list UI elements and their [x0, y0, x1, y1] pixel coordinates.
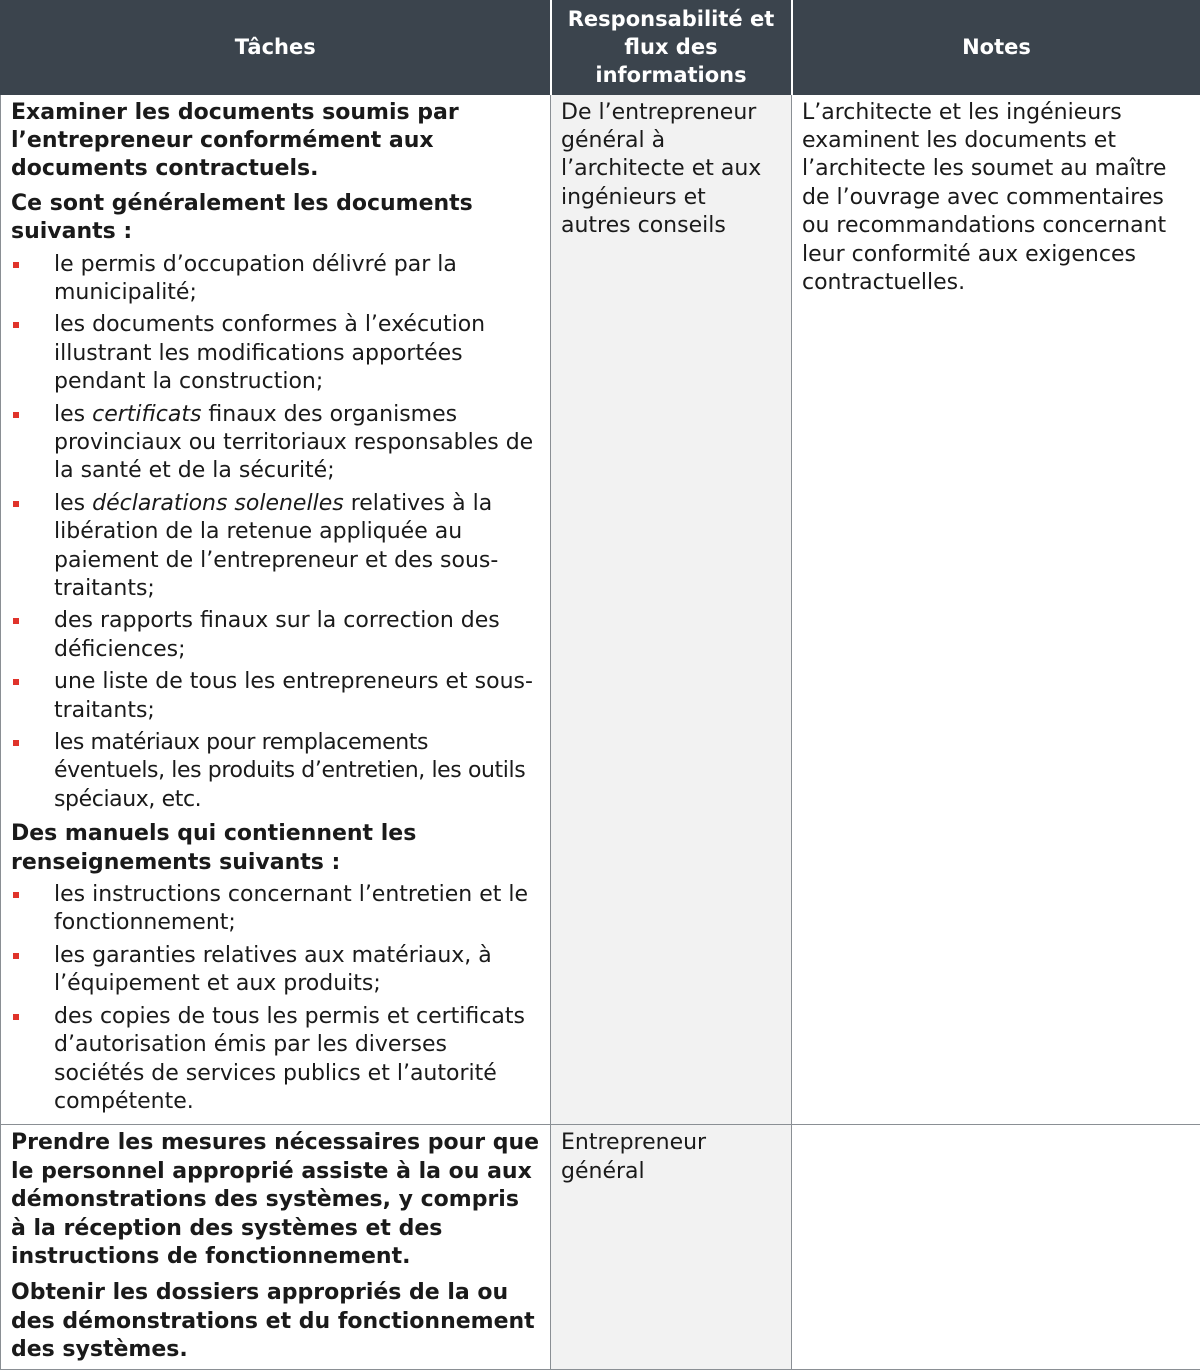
notes-cell [792, 1125, 1200, 1369]
responsibility-text: De l’entrepreneur général à l’architecte et aux ingénieurs et autres conseils [561, 99, 782, 241]
task-intro: Examiner les documents soumis par l’entrepreneur conformément aux documents contractuels. [11, 99, 541, 184]
list-item-text: des copies de tous les permis et certificats d’autorisation émis par les diverses sociétés de services publics et l’autorité compétente. [54, 1004, 525, 1114]
list-item-text: les matériaux pour remplacements éventuels, les produits d’entretien, les outils spéciaux, etc. [54, 730, 525, 812]
task-paragraph: Prendre les mesures nécessaires pour que le personnel approprié assiste à la ou aux démonstrations des systèmes, y compris à la réception des systèmes et des instructions de fonctionnement. [11, 1129, 541, 1271]
bullet-icon [13, 740, 19, 746]
list-item-text: les documents conformes à l’exécution illustrant les modifications apportées pendant la construction; [54, 312, 485, 394]
bullet-icon [13, 953, 19, 959]
list-item [11, 1003, 541, 1117]
list-item [11, 881, 541, 938]
list-item-text: une liste de tous les entrepreneurs et sous-traitants; [54, 669, 533, 722]
table-row [1, 94, 1200, 1125]
list-item-text: les garanties relatives aux matériaux, à l’équipement et aux produits; [54, 943, 492, 996]
documents-list [11, 251, 541, 815]
bullet-icon [13, 262, 19, 268]
list-item-text: les [54, 402, 92, 427]
list-item [11, 401, 541, 486]
header-row [1, 0, 1200, 94]
list-item [11, 490, 541, 604]
header-notes: Notes [792, 0, 1200, 94]
bullet-icon [13, 679, 19, 685]
task-paragraph: Obtenir les dossiers appropriés de la ou des démonstrations et du fonctionnement des systèmes. [11, 1279, 541, 1364]
bullet-icon [13, 1014, 19, 1020]
notes-cell [792, 94, 1200, 1125]
task-cell [1, 1125, 551, 1369]
header-tasks: Tâches [1, 0, 551, 94]
list-item [11, 607, 541, 664]
list-item-emphasis: certificats [92, 402, 201, 427]
list-item [11, 942, 541, 999]
bullet-icon [13, 322, 19, 328]
list-item-text: les instructions concernant l’entretien et le fonctionnement; [54, 882, 528, 935]
list-item [11, 251, 541, 308]
bullet-icon [13, 618, 19, 624]
list-item [11, 668, 541, 725]
responsibility-cell [551, 94, 792, 1125]
notes-text: L’architecte et les ingénieurs examinent les documents et l’architecte les soumet au maître de l’ouvrage avec commentaires ou recommandations concernant leur conformité aux exigences contractuelles. [802, 99, 1191, 298]
list-item [11, 311, 541, 396]
bullet-icon [13, 412, 19, 418]
responsibility-text: Entrepreneur général [561, 1129, 782, 1186]
list-item-text: finaux des organismes provinciaux ou territoriaux responsables de la santé et de la sécurité; [54, 402, 533, 484]
responsibility-cell [551, 1125, 792, 1369]
list-item-text: le permis d’occupation délivré par la municipalité; [54, 252, 457, 305]
list-item [11, 729, 541, 814]
list-item-text: relatives à la libération de la retenue appliquée au paiement de l’entrepreneur et des sous-traitants; [54, 491, 498, 601]
list1-title: Ce sont généralement les documents suivants : [11, 190, 541, 247]
bullet-icon [13, 501, 19, 507]
header-responsibility: Responsabilité et flux des informations [551, 0, 792, 94]
list2-title: Des manuels qui contiennent les renseignements suivants : [11, 820, 541, 877]
list-item-text: les [54, 491, 92, 516]
list-item-text: des rapports finaux sur la correction des déficiences; [54, 608, 500, 661]
task-cell [1, 94, 551, 1125]
bullet-icon [13, 892, 19, 898]
manuals-list [11, 881, 541, 1116]
list-item-emphasis: déclarations solenelles [92, 491, 344, 516]
table-row [1, 1125, 1200, 1369]
